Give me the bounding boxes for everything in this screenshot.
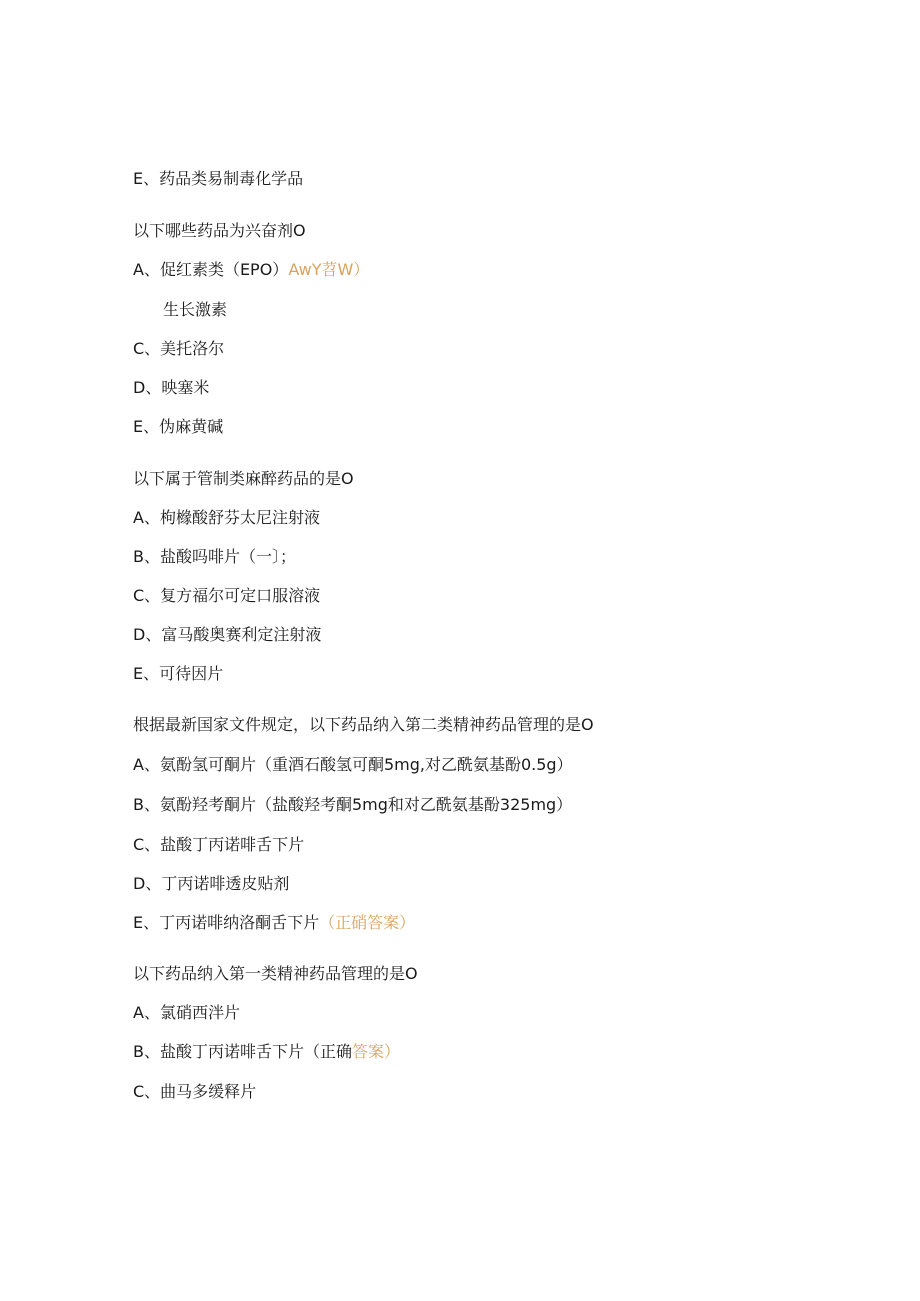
q4-option-b-text: B、盐酸丁丙诺啡舌下片（正确: [133, 1042, 352, 1061]
q1-option-b: 生长激素: [163, 300, 228, 319]
q2-stem: 以下属于管制类麻醉药品的是O: [133, 469, 354, 488]
q4-option-b: [133, 1041, 400, 1063]
q3-option-e-answer-mark: （正硝答案）: [319, 913, 416, 932]
q3-option-b: B、氨酚羟考酮片（盐酸羟考酮5mg和对乙酰氨基酚325mg）: [133, 795, 573, 814]
q3-stem: 根据最新国家文件规定，以下药品纳入第二类精神药品管理的是O: [133, 715, 594, 734]
q1-stem: 以下哪些药品为兴奋剂O: [133, 221, 306, 240]
q3-option-c: C、盐酸丁丙诺啡舌下片: [133, 835, 305, 854]
q2-option-a: A、枸橼酸舒芬太尼注射液: [133, 508, 320, 527]
q2-option-b: B、盐酸吗啡片（一〕；: [133, 547, 296, 566]
q4-option-c: C、曲马多缓释片: [133, 1082, 257, 1101]
q4-option-a: A、氯硝西泮片: [133, 1003, 240, 1022]
q3-option-e-text: E、丁丙诺啡纳洛酮舌下片: [133, 913, 320, 932]
q3-option-e: [133, 912, 415, 934]
q1-option-d: D、映塞米: [133, 378, 210, 397]
q1-option-c: C、美托洛尔: [133, 339, 225, 358]
q0-option-e: E、药品类易制毒化学品: [133, 169, 304, 188]
q4-option-b-answer-mark: 答案）: [351, 1042, 400, 1061]
q2-option-e: E、可待因片: [133, 664, 224, 683]
q2-option-c: C、复方福尔可定口服溶液: [133, 586, 321, 605]
q2-option-d: D、富马酸奥赛利定注射液: [133, 625, 322, 644]
q1-option-a-answer-mark: AwY苕W）: [288, 260, 370, 279]
q3-option-d: D、丁丙诺啡透皮贴剂: [133, 874, 290, 893]
q1-option-a-text: A、促红素类（EPO）: [133, 260, 289, 279]
q1-option-a: [133, 259, 369, 281]
q3-option-a: A、氨酚氢可酮片（重酒石酸氢可酮5mg,对乙酰氨基酚0.5g）: [133, 755, 573, 774]
q4-stem: 以下药品纳入第一类精神药品管理的是O: [133, 964, 418, 983]
q1-option-e: E、伪麻黄碱: [133, 417, 224, 436]
